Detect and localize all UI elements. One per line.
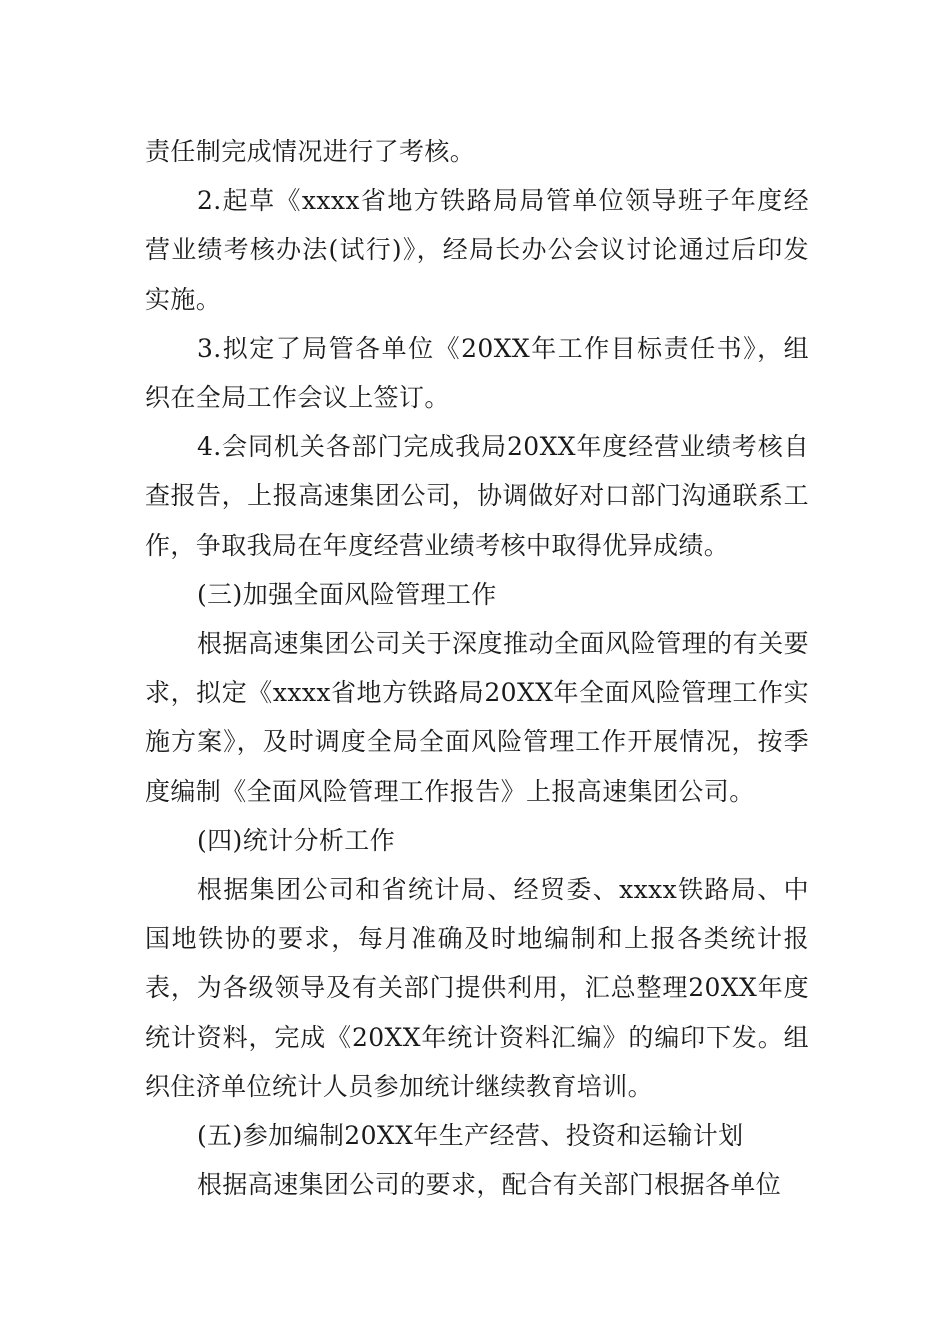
paragraph-risk-management: 根据高速集团公司关于深度推动全面风险管理的有关要求，拟定《xxxx省地方铁路局20XX年全面风险管理工作实施方案》，及时调度全局全面风险管理工作开展情况，按季度编制《全面风险管理工作报告》上报高速集团公司。 [145, 629, 809, 806]
paragraph-item-2: 2.起草《xxxx省地方铁路局局管单位领导班子年度经营业绩考核办法(试行)》，经局长办公会议讨论通过后印发实施。 [145, 186, 809, 314]
paragraph-planning: 根据高速集团公司的要求，配合有关部门根据各单位 [197, 1170, 782, 1200]
paragraph-continuation: 责任制完成情况进行了考核。 [145, 137, 476, 166]
paragraph-item-3: 3.拟定了局管各单位《20XX年工作目标责任书》，组织在全局工作会议上签订。 [145, 333, 809, 413]
paragraph-statistics: 根据集团公司和省统计局、经贸委、xxxx铁路局、中国地铁协的要求，每月准确及时地编制和上报各类统计报表，为各级领导及有关部门提供利用，汇总整理20XX年度统计资料，完成《20XX年统计资料汇编》的编印下发。组织住济单位统计人员参加统计继续教育培训。 [145, 875, 809, 1101]
section-heading-3: (三)加强全面风险管理工作 [197, 579, 497, 609]
paragraph-item-4: 4.会同机关各部门完成我局20XX年度经营业绩考核自查报告，上报高速集团公司，协调做好对口部门沟通联系工作，争取我局在年度经营业绩考核中取得优异成绩。 [145, 432, 809, 560]
section-heading-4: (四)统计分析工作 [197, 825, 396, 855]
document-body [145, 127, 809, 1209]
section-heading-5: (五)参加编制20XX年生产经营、投资和运输计划 [197, 1121, 744, 1151]
